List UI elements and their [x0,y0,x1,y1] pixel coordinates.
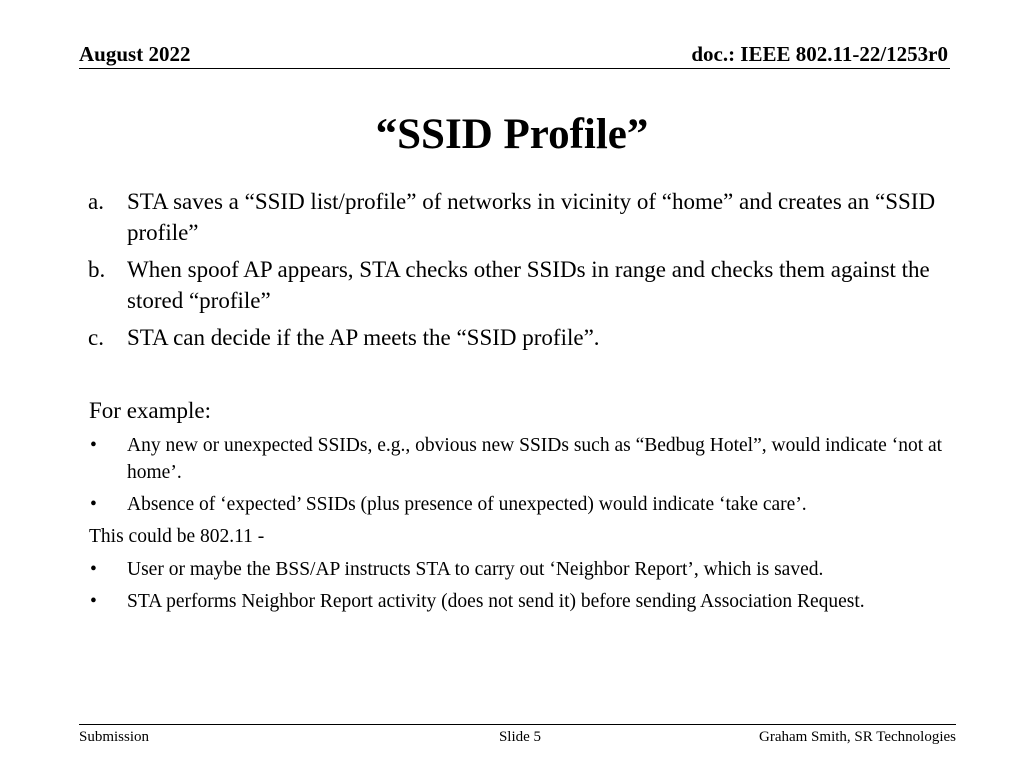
header-divider [79,68,950,69]
bullet-text: Absence of ‘expected’ SSIDs (plus presence of unexpected) would indicate ‘take care’. [127,494,807,515]
bullet-marker: • [90,559,97,580]
header-doc-id: doc.: IEEE 802.11-22/1253r0 [691,42,948,66]
bullet-marker: • [90,494,97,515]
bullet-text: STA performs Neighbor Report activity (does not send it) before sending Association Request. [127,591,865,612]
for-example-heading: For example: [89,398,211,423]
bullet-marker: • [90,591,97,612]
list-marker: c. [88,325,104,350]
footer-submission: Submission [79,729,150,745]
example-bullet-list [88,432,948,523]
lettered-list [88,186,948,359]
slide-title: “SSID Profile” [375,111,649,158]
list-marker: b. [88,257,106,282]
bullet-text: User or maybe the BSS/AP instructs STA to carry out ‘Neighbor Report’, which is saved. [127,559,824,580]
intro-line: This could be 802.11 - [89,526,265,547]
bullet-marker: • [90,435,97,456]
bullet-item [88,588,948,615]
header-date: August 2022 [79,42,191,66]
bullet-text: Any new or unexpected SSIDs, e.g., obvious new SSIDs such as “Bedbug Hotel”, would indicate ‘not at home’. [127,435,943,483]
list-item [88,254,948,316]
list-item [88,322,948,353]
list-marker: a. [88,189,104,214]
footer-divider [79,724,956,725]
bullet-item [88,491,948,518]
list-item-text: STA can decide if the AP meets the “SSID profile”. [127,325,600,350]
list-item [88,186,948,248]
list-item-text: When spoof AP appears, STA checks other SSIDs in range and checks them against the stored “profile” [127,257,930,313]
footer-slide-number: Slide 5 [498,729,542,745]
list-item-text: STA saves a “SSID list/profile” of networks in vicinity of “home” and creates an “SSID profile” [127,189,936,245]
neighbor-report-bullet-list [88,556,948,620]
bullet-item [88,432,948,486]
bullet-item [88,556,948,583]
footer-author: Graham Smith, SR Technologies [759,729,956,745]
